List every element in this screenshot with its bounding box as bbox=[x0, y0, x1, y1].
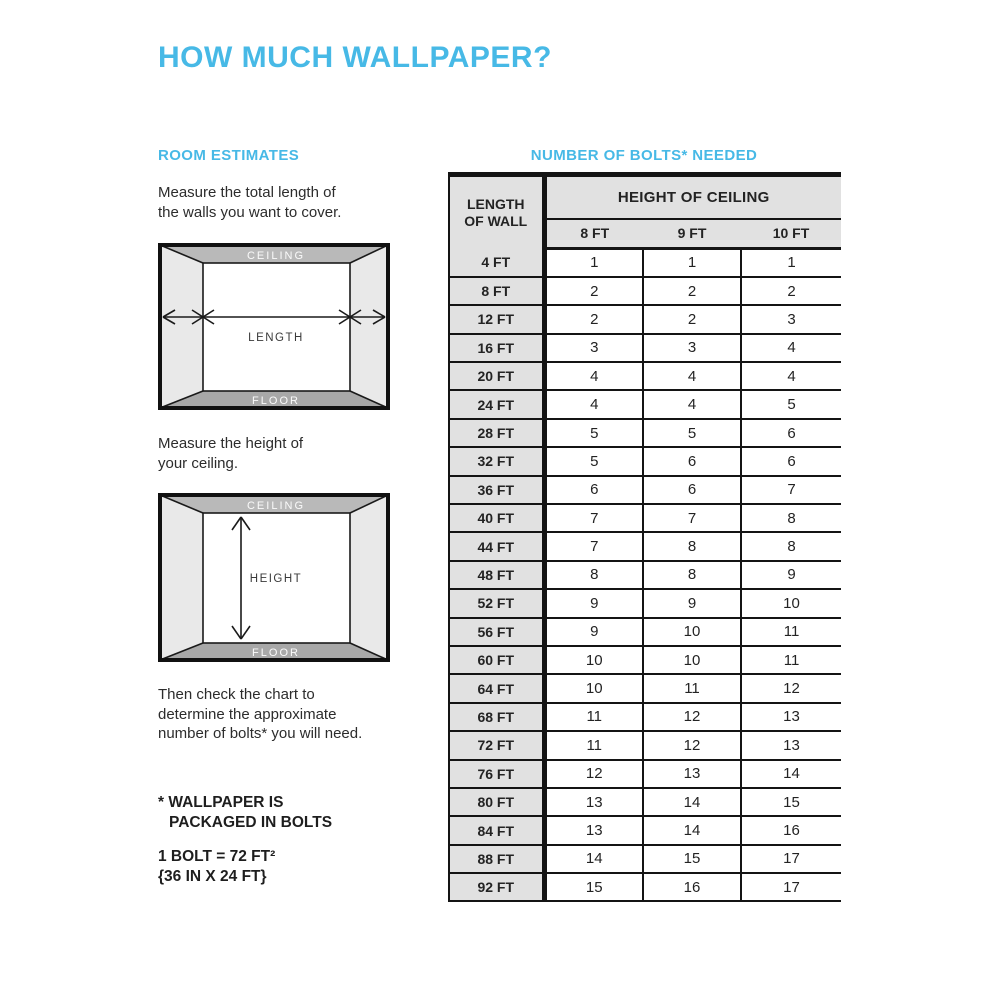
bolt-count-cell: 8 bbox=[741, 532, 841, 560]
wall-length-cell: 84 FT bbox=[449, 816, 544, 844]
wall-length-cell: 32 FT bbox=[449, 447, 544, 475]
table-row bbox=[449, 646, 841, 674]
bolt-count-cell: 16 bbox=[741, 816, 841, 844]
bolt-count-cell: 4 bbox=[643, 390, 741, 418]
table-row bbox=[449, 362, 841, 390]
instruction-line: the walls you want to cover. bbox=[158, 203, 342, 221]
room-length-diagram bbox=[158, 243, 390, 410]
table-row bbox=[449, 504, 841, 532]
bolt-count-cell: 8 bbox=[643, 561, 741, 589]
wall-length-cell: 64 FT bbox=[449, 674, 544, 702]
right-wall-surface bbox=[350, 245, 388, 408]
table-row bbox=[449, 447, 841, 475]
wall-length-cell: 40 FT bbox=[449, 504, 544, 532]
instruction-line: determine the approximate bbox=[158, 705, 337, 723]
bolt-count-cell: 15 bbox=[544, 873, 643, 901]
header-line: LENGTH bbox=[466, 195, 525, 212]
wall-length-cell: 68 FT bbox=[449, 703, 544, 731]
bolt-count-cell: 13 bbox=[544, 788, 643, 816]
bolt-count-cell: 12 bbox=[741, 674, 841, 702]
height-of-ceiling-header: HEIGHT OF CEILING bbox=[544, 175, 841, 219]
bolt-count-cell: 11 bbox=[544, 703, 643, 731]
table-row bbox=[449, 845, 841, 873]
bolt-count-cell: 11 bbox=[643, 674, 741, 702]
bolt-count-cell: 4 bbox=[544, 362, 643, 390]
table-row bbox=[449, 816, 841, 844]
table-row bbox=[449, 249, 841, 277]
bolt-count-cell: 8 bbox=[643, 532, 741, 560]
wall-length-cell: 12 FT bbox=[449, 305, 544, 333]
bolt-count-cell: 6 bbox=[544, 476, 643, 504]
bolt-count-cell: 15 bbox=[643, 845, 741, 873]
table-row bbox=[449, 419, 841, 447]
table-row bbox=[449, 674, 841, 702]
ceiling-label: CEILING bbox=[246, 500, 306, 512]
col-header-10ft: 10 FT bbox=[741, 219, 841, 249]
bolt-count-cell: 10 bbox=[741, 589, 841, 617]
wall-length-cell: 28 FT bbox=[449, 419, 544, 447]
bolt-count-cell: 5 bbox=[544, 419, 643, 447]
footnote-line: PACKAGED IN BOLTS bbox=[169, 813, 333, 831]
bolt-count-cell: 6 bbox=[741, 419, 841, 447]
instruction-line: Measure the height of bbox=[158, 435, 304, 452]
left-wall-surface bbox=[160, 245, 203, 408]
bolt-count-cell: 9 bbox=[544, 589, 643, 617]
bolt-count-cell: 17 bbox=[741, 845, 841, 873]
floor-label: FLOOR bbox=[252, 647, 300, 659]
bolt-count-cell: 7 bbox=[741, 476, 841, 504]
bolt-count-cell: 7 bbox=[544, 504, 643, 532]
table-row bbox=[449, 788, 841, 816]
bolt-info-line: 1 BOLT = 72 FT² bbox=[158, 848, 276, 865]
bolt-count-cell: 10 bbox=[544, 674, 643, 702]
bolt-count-cell: 3 bbox=[544, 334, 643, 362]
wall-length-cell: 36 FT bbox=[449, 476, 544, 504]
wall-length-cell: 92 FT bbox=[449, 873, 544, 901]
wall-length-cell: 8 FT bbox=[449, 277, 544, 305]
table-row bbox=[449, 390, 841, 418]
room-estimates-heading: ROOM ESTIMATES bbox=[158, 147, 300, 164]
bolt-count-cell: 3 bbox=[741, 305, 841, 333]
col-header-8ft: 8 FT bbox=[544, 219, 643, 249]
bolt-count-cell: 2 bbox=[643, 277, 741, 305]
bolt-count-cell: 10 bbox=[643, 646, 741, 674]
bolt-count-cell: 11 bbox=[741, 646, 841, 674]
bolt-count-cell: 2 bbox=[643, 305, 741, 333]
bolt-count-cell: 4 bbox=[643, 362, 741, 390]
wall-length-cell: 60 FT bbox=[449, 646, 544, 674]
table-row bbox=[449, 334, 841, 362]
bolt-count-cell: 14 bbox=[643, 816, 741, 844]
bolt-count-cell: 13 bbox=[544, 816, 643, 844]
bolts-table-header bbox=[449, 175, 841, 249]
wall-length-cell: 76 FT bbox=[449, 760, 544, 788]
bolt-count-cell: 4 bbox=[544, 390, 643, 418]
bolt-count-cell: 14 bbox=[643, 788, 741, 816]
height-label: HEIGHT bbox=[249, 573, 303, 585]
bolt-count-cell: 13 bbox=[643, 760, 741, 788]
bolt-count-cell: 3 bbox=[643, 334, 741, 362]
bolt-count-cell: 9 bbox=[741, 561, 841, 589]
table-row bbox=[449, 476, 841, 504]
wall-length-cell: 24 FT bbox=[449, 390, 544, 418]
table-row bbox=[449, 618, 841, 646]
bolt-count-cell: 10 bbox=[643, 618, 741, 646]
table-row bbox=[449, 873, 841, 901]
bolts-needed-heading: NUMBER OF BOLTS* NEEDED bbox=[530, 147, 758, 164]
table-row bbox=[449, 305, 841, 333]
wallpaper-bolts-footnote bbox=[158, 793, 332, 832]
wall-length-cell: 88 FT bbox=[449, 845, 544, 873]
bolt-count-cell: 16 bbox=[643, 873, 741, 901]
bolt-count-cell: 11 bbox=[544, 731, 643, 759]
table-row bbox=[449, 277, 841, 305]
bolt-count-cell: 13 bbox=[741, 703, 841, 731]
wall-length-cell: 56 FT bbox=[449, 618, 544, 646]
bolt-count-cell: 1 bbox=[741, 249, 841, 277]
table-row bbox=[449, 703, 841, 731]
length-label: LENGTH bbox=[248, 332, 304, 344]
left-wall-surface bbox=[160, 495, 203, 660]
wall-length-cell: 16 FT bbox=[449, 334, 544, 362]
bolt-count-cell: 10 bbox=[544, 646, 643, 674]
bolt-count-cell: 9 bbox=[544, 618, 643, 646]
wall-length-cell: 52 FT bbox=[449, 589, 544, 617]
footnote-line: * WALLPAPER IS bbox=[158, 794, 284, 811]
wall-length-cell: 80 FT bbox=[449, 788, 544, 816]
bolt-count-cell: 13 bbox=[741, 731, 841, 759]
bolt-count-cell: 2 bbox=[544, 277, 643, 305]
bolts-table bbox=[448, 172, 841, 902]
bolt-info-line: {36 IN X 24 FT} bbox=[158, 867, 267, 885]
bolt-count-cell: 5 bbox=[544, 447, 643, 475]
length-of-wall-header bbox=[449, 175, 544, 249]
bolt-count-cell: 5 bbox=[741, 390, 841, 418]
page-title: HOW MUCH WALLPAPER? bbox=[158, 41, 552, 74]
instruction-measure-height bbox=[158, 434, 303, 473]
bolt-count-cell: 17 bbox=[741, 873, 841, 901]
instruction-line: number of bolts* you will need. bbox=[158, 725, 363, 742]
table-row bbox=[449, 561, 841, 589]
bolt-size-info bbox=[158, 847, 275, 886]
ceiling-label: CEILING bbox=[246, 250, 306, 262]
table-row bbox=[449, 731, 841, 759]
bolt-count-cell: 1 bbox=[544, 249, 643, 277]
wall-length-cell: 44 FT bbox=[449, 532, 544, 560]
bolt-count-cell: 6 bbox=[741, 447, 841, 475]
bolt-count-cell: 9 bbox=[643, 589, 741, 617]
instruction-line: Measure the total length of bbox=[158, 184, 336, 201]
instruction-line: your ceiling. bbox=[158, 454, 239, 472]
bolt-count-cell: 2 bbox=[741, 277, 841, 305]
header-line: OF WALL bbox=[464, 212, 528, 229]
wall-length-cell: 4 FT bbox=[449, 249, 544, 277]
bolt-count-cell: 6 bbox=[643, 447, 741, 475]
bolt-count-cell: 7 bbox=[544, 532, 643, 560]
room-height-diagram bbox=[158, 493, 390, 662]
right-wall-surface bbox=[350, 495, 388, 660]
bolt-count-cell: 15 bbox=[741, 788, 841, 816]
instruction-line: Then check the chart to bbox=[158, 686, 315, 703]
bolt-count-cell: 2 bbox=[544, 305, 643, 333]
table-row bbox=[449, 532, 841, 560]
bolt-count-cell: 6 bbox=[643, 476, 741, 504]
wall-length-cell: 48 FT bbox=[449, 561, 544, 589]
bolt-count-cell: 4 bbox=[741, 362, 841, 390]
bolt-count-cell: 14 bbox=[544, 845, 643, 873]
wall-length-cell: 20 FT bbox=[449, 362, 544, 390]
bolts-table-body bbox=[449, 249, 841, 902]
bolt-count-cell: 8 bbox=[741, 504, 841, 532]
bolt-count-cell: 12 bbox=[643, 703, 741, 731]
bolt-count-cell: 1 bbox=[643, 249, 741, 277]
bolt-count-cell: 8 bbox=[544, 561, 643, 589]
wall-length-cell: 72 FT bbox=[449, 731, 544, 759]
instruction-measure-length bbox=[158, 183, 341, 222]
instruction-check-chart bbox=[158, 685, 362, 744]
col-header-9ft: 9 FT bbox=[643, 219, 741, 249]
bolt-count-cell: 7 bbox=[643, 504, 741, 532]
bolt-count-cell: 12 bbox=[544, 760, 643, 788]
bolt-count-cell: 11 bbox=[741, 618, 841, 646]
floor-label: FLOOR bbox=[252, 395, 300, 407]
bolt-count-cell: 4 bbox=[741, 334, 841, 362]
table-row bbox=[449, 589, 841, 617]
bolt-count-cell: 14 bbox=[741, 760, 841, 788]
table-row bbox=[449, 760, 841, 788]
bolt-count-cell: 12 bbox=[643, 731, 741, 759]
back-wall bbox=[203, 263, 350, 391]
bolt-count-cell: 5 bbox=[643, 419, 741, 447]
